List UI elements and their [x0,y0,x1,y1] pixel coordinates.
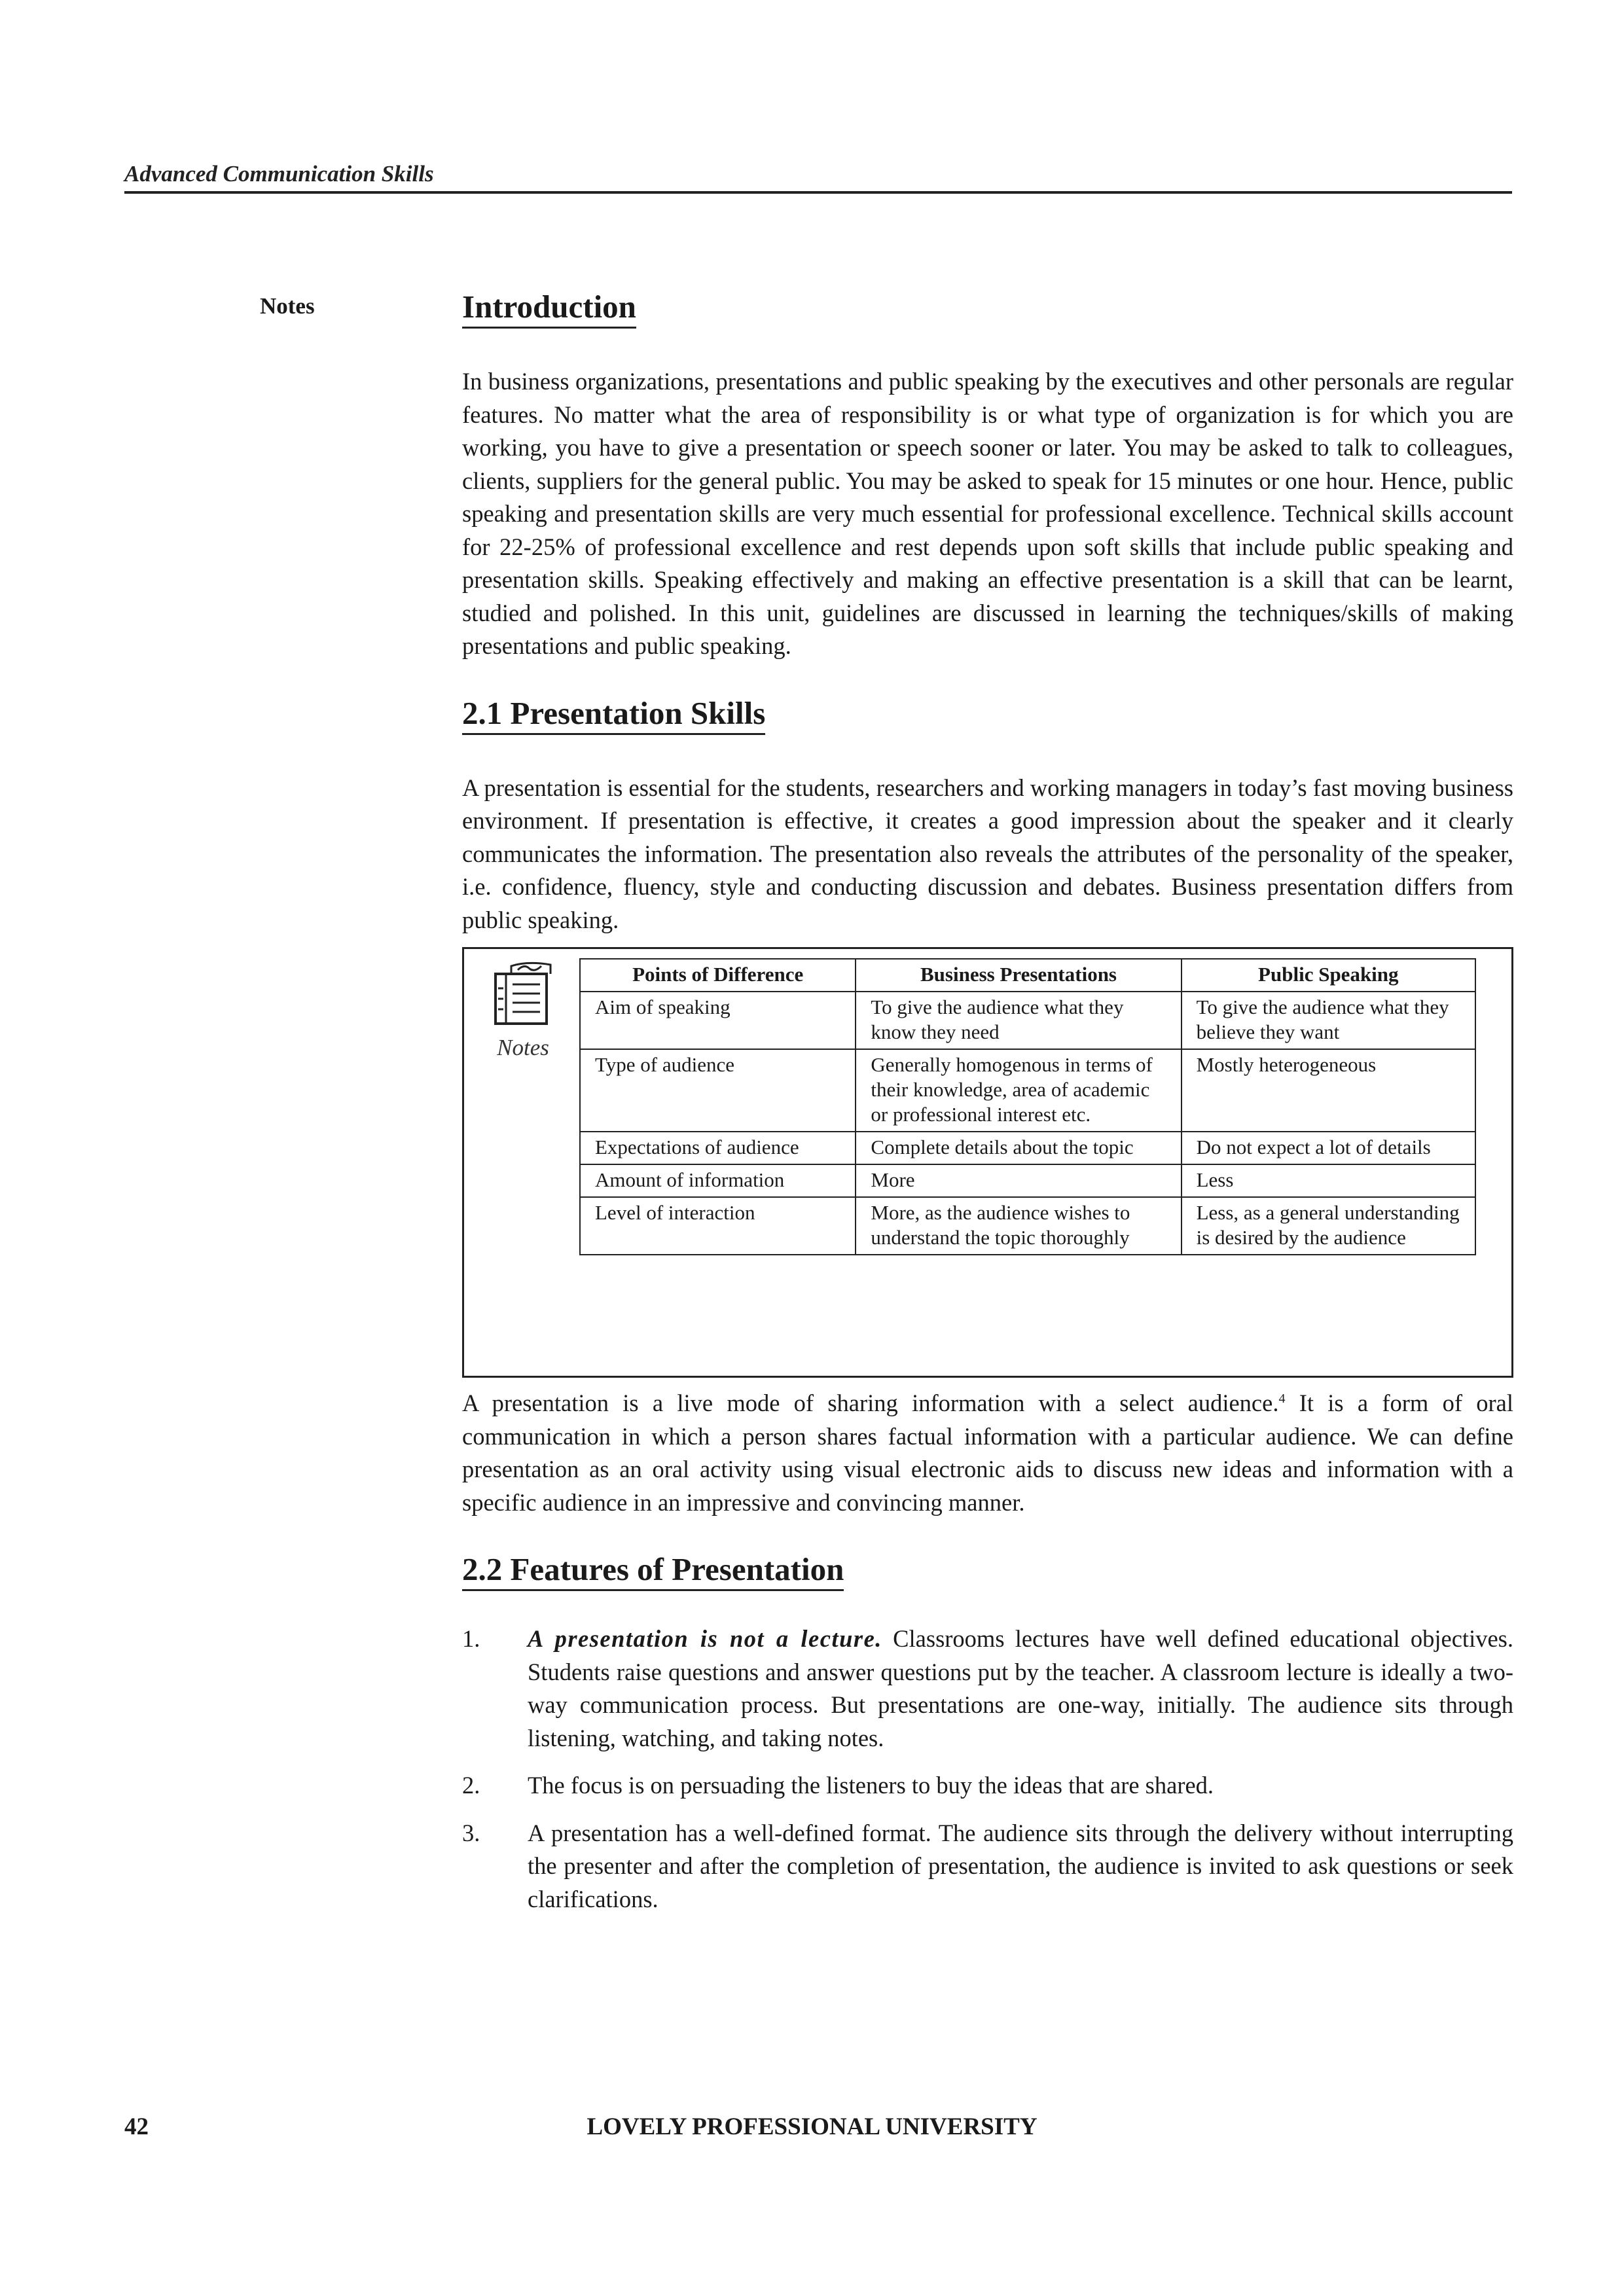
definition-text-part2: It is a form of oral communication in which a person shares factual information with a particular audience. We can define presentation as an oral activity using visual electronic aids to discuss new ideas and information with a specific audience in an impressive and convincing manner. [462,1390,1513,1516]
notes-icon-block [490,961,556,1061]
margin-notes-label: Notes [260,293,315,319]
table-row [580,1132,1475,1164]
list-item [462,1623,1513,1755]
footer-university: LOVELY PROFESSIONAL UNIVERSITY [586,2113,1038,2140]
list-number: 2. [462,1772,480,1799]
list-item [462,1817,1513,1916]
table-cell: To give the audience what they know they need [856,992,1181,1049]
table-cell: Level of interaction [580,1197,856,1255]
definition-text-part1: A presentation is a live mode of sharing information with a select audience. [462,1390,1279,1416]
table-cell: Do not expect a lot of details [1182,1132,1475,1164]
section-2-1-heading: 2.1 Presentation Skills [462,694,765,735]
table-header-cell: Points of Difference [580,959,856,992]
table-header-row [580,959,1475,992]
features-list [462,1623,1513,1916]
page-number: 42 [124,2113,149,2140]
table-row [580,1164,1475,1197]
table-cell: Amount of information [580,1164,856,1197]
intro-heading: Introduction [462,288,636,329]
footnote-marker: 4 [1278,1391,1286,1406]
section-2-2-heading: 2.2 Features of Presentation [462,1551,844,1591]
table-cell: Complete details about the topic [856,1132,1181,1164]
table-row [580,1049,1475,1132]
main-content [462,288,1513,1930]
notes-box [462,947,1513,1378]
table-cell: Mostly heterogeneous [1182,1049,1475,1132]
table-cell: Expectations of audience [580,1132,856,1164]
intro-paragraph: In business organizations, presentations and public speaking by the executives and other personals are regular features. No matter what the area of responsibility is or what type of organization is for which you are working, you have to give a presentation or speech sooner or later. You may be asked to talk to colleagues, clients, suppliers for the general public. You may be asked to speak for 15 minutes or one hour. Hence, public speaking and presentation skills are very much essential for professional excellence. Technical skills account for 22-25% of professional excellence and rest depends upon soft skills that include public speaking and presentation skills. Speaking effectively and making an effective presentation is a skill that can be learnt, studied and polished. In this unit, guidelines are discussed in learning the techniques/skills of making presentations and public speaking. [462,368,1513,659]
list-number: 1. [462,1625,480,1652]
difference-table [579,958,1476,1255]
list-body: Classrooms lectures have well defined educational objectives. Students raise questions and answer questions put by the teacher. A classroom lecture is ideally a two-way communication process. But presentations are one-way, initially. The audience sits through listening, watching, and taking notes. [528,1625,1513,1751]
section-2-1-paragraph: A presentation is essential for the students, researchers and working managers in today’s fast moving business environment. If presentation is effective, it creates a good impression about the speaker and it clearly communicates the information. The presentation also reveals the attributes of the personality of the speaker, i.e. confidence, fluency, style and conducting discussion and debates. Business presentation differs from public speaking. [462,774,1513,933]
list-text: The focus is on persuading the listeners to buy the ideas that are shared. [528,1772,1214,1799]
table-row [580,1197,1475,1255]
notes-icon-label: Notes [497,1035,549,1060]
table-cell: To give the audience what they believe they want [1182,992,1475,1049]
table-cell: Aim of speaking [580,992,856,1049]
table-cell: Type of audience [580,1049,856,1132]
list-text [528,1623,1513,1755]
table-cell: Less, as a general understanding is desired by the audience [1182,1197,1475,1255]
header-rule [124,191,1512,194]
table-cell: Less [1182,1164,1475,1197]
table-cell: More [856,1164,1181,1197]
table-header-cell: Business Presentations [856,959,1181,992]
list-item [462,1769,1513,1803]
table-cell: More, as the audience wishes to understand the topic thoroughly [856,1197,1181,1255]
table-row [580,992,1475,1049]
list-number: 3. [462,1819,480,1846]
list-text: A presentation has a well-defined format. The audience sits through the delivery without interrupting the presenter and after the completion of presentation, the audience is invited to ask questions or seek clarifications. [528,1819,1513,1912]
notes-icon [492,961,554,1026]
table-cell: Generally homogenous in terms of their knowledge, area of academic or professional interest etc. [856,1049,1181,1132]
running-title: Advanced Communication Skills [124,161,434,187]
presentation-definition-paragraph [462,1387,1513,1519]
list-lead: A presentation is not a lecture. [528,1625,882,1652]
table-header-cell: Public Speaking [1182,959,1475,992]
